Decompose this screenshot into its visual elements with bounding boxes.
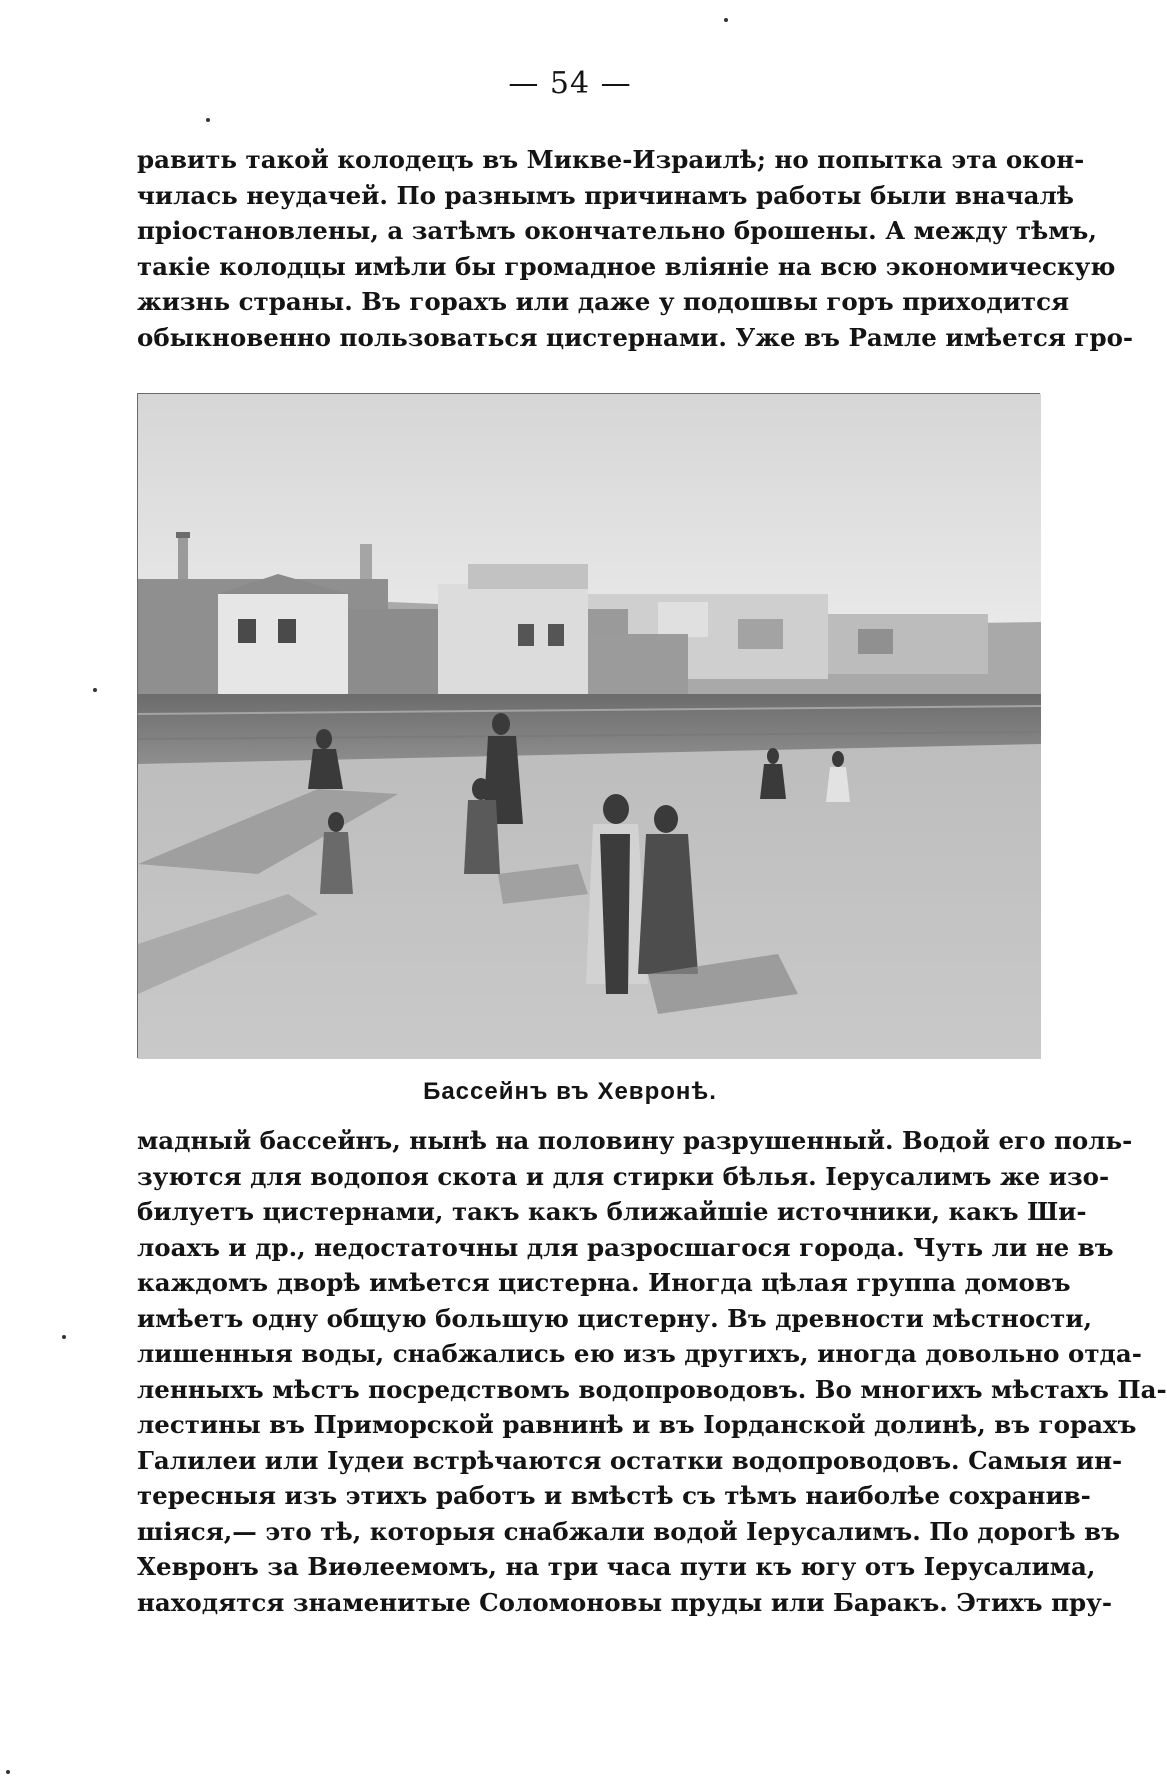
text-line: лоахъ и др., недостаточны для разросшагося города. Чуть ли не въ: [137, 1232, 1114, 1262]
text-line: Галилеи или Іудеи встрѣчаются остатки водопроводовъ. Самыя ин-: [137, 1445, 1123, 1475]
figure-caption: Бассейнъ въ Хевронѣ.: [423, 1078, 717, 1105]
text-line: чилась неудачей. По разнымъ причинамъ работы были вначалѣ: [137, 180, 1074, 210]
text-line: пріостановлены, а затѣмъ окончательно брошены. А между тѣмъ,: [137, 216, 1097, 245]
text-line: билуетъ цистернами, такъ какъ ближайшіе источники, какъ Ши-: [137, 1197, 1087, 1226]
text-line: каждомъ дворѣ имѣется цистерна. Иногда цѣлая группа домовъ: [137, 1268, 1071, 1297]
text-line: находятся знаменитые Соломоновы пруды или Баракъ. Этихъ пру-: [137, 1587, 1113, 1617]
text-line: шіяся,— это тѣ, которыя снабжали водой Іерусалимъ. По дорогѣ въ: [137, 1516, 1120, 1546]
text-line: мадный бассейнъ, нынѣ на половину разрушенный. Водой его поль-: [137, 1126, 1133, 1155]
text-line: лестины въ Приморской равнинѣ и въ Іорданской долинѣ, въ горахъ: [137, 1410, 1137, 1439]
text-line: Хевронъ за Виѳлеемомъ, на три часа пути къ югу отъ Іерусалима,: [137, 1552, 1096, 1581]
hebron-pool-photograph: [137, 393, 1040, 1058]
top-paragraph: [137, 142, 1134, 355]
text-line: лишенныя воды, снабжались ею изъ другихъ, иногда довольно отда-: [137, 1339, 1142, 1368]
text-line: зуются для водопоя скота и для стирки бѣлья. Іерусалимъ же изо-: [137, 1161, 1110, 1191]
page-number: — 54 —: [508, 66, 632, 101]
text-line: имѣетъ одну общую большую цистерну. Въ древности мѣстности,: [137, 1303, 1092, 1333]
text-line: обыкновенно пользоваться цистернами. Уже въ Рамле имѣется гро-: [137, 322, 1134, 352]
text-line: тересныя изъ этихъ работъ и вмѣстѣ съ тѣмъ наиболѣе сохранив-: [137, 1481, 1091, 1510]
bottom-paragraph: [137, 1123, 1167, 1620]
scan-speck: [6, 1770, 10, 1774]
text-line: ленныхъ мѣстъ посредствомъ водопроводовъ. Во многихъ мѣстахъ Па-: [137, 1374, 1167, 1404]
text-line: жизнь страны. Въ горахъ или даже у подошвы горъ приходится: [137, 287, 1070, 316]
scan-speck: [724, 18, 728, 22]
scan-speck: [62, 1335, 66, 1339]
text-line: равить такой колодецъ въ Микве-Израилѣ; но попытка эта окон-: [137, 145, 1085, 174]
scan-speck: [93, 688, 97, 692]
text-line: такіе колодцы имѣли бы громадное вліяніе на всю экономическую: [137, 251, 1116, 281]
scan-speck: [206, 118, 210, 122]
